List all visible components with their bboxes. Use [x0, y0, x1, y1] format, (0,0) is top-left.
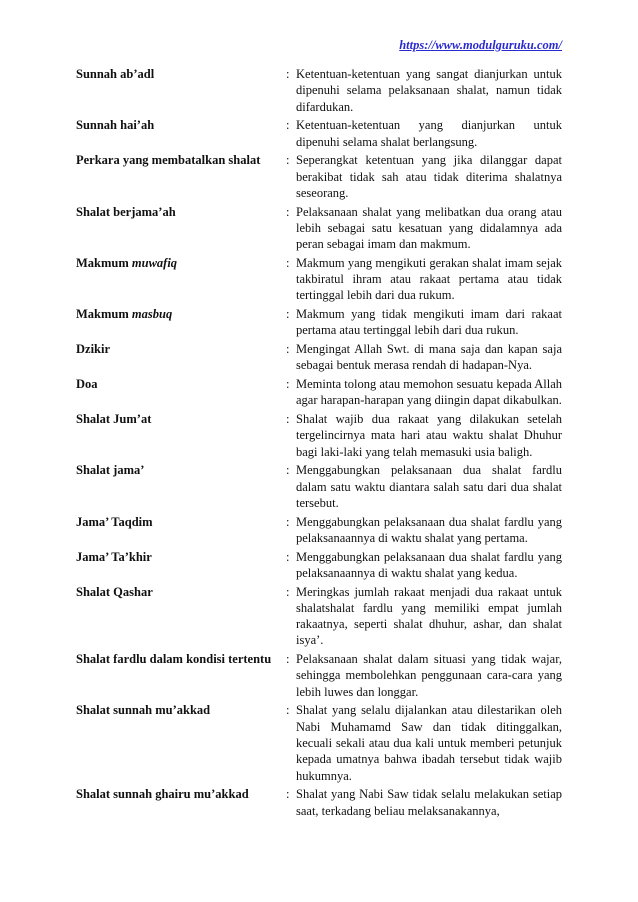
glossary-term: Jama’ Ta’khir	[76, 549, 152, 564]
separator-colon: :	[286, 153, 290, 168]
glossary-entry	[76, 411, 562, 460]
separator-colon: :	[286, 255, 290, 270]
glossary-term: Perkara yang membatalkan shalat	[76, 153, 261, 168]
glossary-definition: Shalat wajib dua rakaat yang dilakukan setelah tergelincirnya mata hari atau waktu shalat Dhuhur bagi laki-laki yang telah memasuki usia baligh.	[296, 412, 562, 459]
glossary-definition: Mengingat Allah Swt. di mana saja dan kapan saja sebagai bentuk merasa rendah di hadapan-Nya.	[296, 342, 562, 373]
glossary-definition: Makmum yang tidak mengikuti imam dari rakaat pertama atau tertinggal lebih dari dua rukun.	[296, 307, 562, 338]
glossary-entry	[76, 549, 562, 582]
glossary-definition: Shalat yang Nabi Saw tidak selalu melakukan setiap saat, terkadang beliau melaksanakannya,	[296, 787, 562, 818]
separator-colon: :	[286, 67, 290, 81]
glossary-entry	[76, 514, 562, 547]
glossary-term: Jama’ Taqdim	[76, 514, 153, 529]
glossary-entry	[76, 66, 562, 115]
separator-colon: :	[286, 118, 290, 133]
separator-colon: :	[286, 703, 290, 718]
glossary-definition: Seperangkat ketentuan yang jika dilanggar dapat berakibat tidak sah atau tidak diterima shalatnya seseorang.	[296, 153, 562, 200]
glossary-term: Makmum muwafiq	[76, 255, 178, 270]
glossary-entry	[76, 306, 562, 339]
separator-colon: :	[286, 584, 290, 599]
glossary-term: Shalat Jum’at	[76, 412, 152, 427]
glossary-term: Doa	[76, 377, 98, 392]
glossary-entry	[76, 786, 562, 819]
glossary-entry	[76, 462, 562, 511]
separator-colon: :	[286, 204, 290, 219]
separator-colon: :	[286, 412, 290, 427]
glossary-definition: Ketentuan-ketentuan yang dianjurkan untuk dipenuhi selama shalat berlangsung.	[296, 118, 562, 149]
glossary-entry	[76, 152, 562, 201]
glossary-definition: Pelaksanaan shalat dalam situasi yang tidak wajar, sehingga membolehkan penggunaan cara-cara yang lebih luwes dan longgar.	[296, 652, 562, 699]
glossary-entry	[76, 204, 562, 253]
glossary-term: Sunnah hai’ah	[76, 118, 155, 133]
glossary-definition: Shalat yang selalu dijalankan atau dilestarikan oleh Nabi Muhamamd Saw dan tidak ditinggalkan, kecuali sekali atau dua kali untuk memberi petunjuk kepada umatnya bahwa ibadah tersebut tidak wajib hukumnya.	[296, 703, 562, 783]
glossary-entry	[76, 376, 562, 409]
glossary-definition: Meminta tolong atau memohon sesuatu kepada Allah agar harapan-harapan yang diingin dapat dikabulkan.	[296, 377, 562, 408]
glossary-term: Shalat sunnah mu’akkad	[76, 703, 211, 718]
separator-colon: :	[286, 514, 290, 529]
glossary-term: Shalat fardlu dalam kondisi tertentu	[76, 652, 272, 667]
glossary-definition: Menggabungkan pelaksanaan dua shalat fardlu yang pelaksanaannya di waktu shalat yang pertama.	[296, 514, 562, 545]
glossary-entry	[76, 255, 562, 304]
separator-colon: :	[286, 342, 290, 357]
separator-colon: :	[286, 307, 290, 322]
glossary-entry	[76, 341, 562, 374]
glossary-entry	[76, 702, 562, 783]
glossary-entry	[76, 584, 562, 649]
glossary-term: Shalat jama’	[76, 463, 145, 478]
glossary-entry	[76, 117, 562, 150]
glossary-term: Shalat sunnah ghairu mu’akkad	[76, 787, 249, 802]
glossary-definition: Pelaksanaan shalat yang melibatkan dua orang atau lebih sebagai satu kesatuan yang didalamnya ada peran sebagai imam dan makmum.	[296, 204, 562, 252]
separator-colon: :	[286, 377, 290, 392]
separator-colon: :	[286, 652, 290, 667]
glossary-term: Dzikir	[76, 342, 111, 357]
glossary-definition: Menggabungkan pelaksanaan dua shalat fardlu dalam satu waktu diantara salah satu dari dua shalat tersebut.	[296, 463, 562, 510]
glossary-list	[76, 66, 562, 821]
glossary-term: Sunnah ab’adl	[76, 67, 155, 81]
separator-colon: :	[286, 787, 290, 802]
glossary-term: Shalat Qashar	[76, 584, 153, 599]
glossary-definition: Menggabungkan pelaksanaan dua shalat fardlu yang pelaksanaannya di waktu shalat yang kedua.	[296, 549, 562, 580]
glossary-term: Shalat berjama’ah	[76, 204, 176, 219]
separator-colon: :	[286, 549, 290, 564]
glossary-definition: Ketentuan-ketentuan yang sangat dianjurkan untuk dipenuhi selama pelaksanaan shalat, namun tidak difardukan.	[296, 67, 562, 114]
glossary-definition: Makmum yang mengikuti gerakan shalat imam sejak takbiratul ihram atau rakaat pertama atau tidak tertinggal lebih dari dua rukum.	[296, 255, 562, 303]
glossary-term: Makmum masbuq	[76, 307, 173, 322]
header-url-link[interactable]: https://www.modulguruku.com/	[399, 38, 562, 52]
glossary-entry	[76, 651, 562, 700]
glossary-definition: Meringkas jumlah rakaat menjadi dua rakaat untuk shalatshalat fardlu yang memiliki empat jumlah rakaatnya, seperti shalat dhuhur, ashar, dan shalat isya’.	[296, 584, 562, 648]
separator-colon: :	[286, 463, 290, 478]
